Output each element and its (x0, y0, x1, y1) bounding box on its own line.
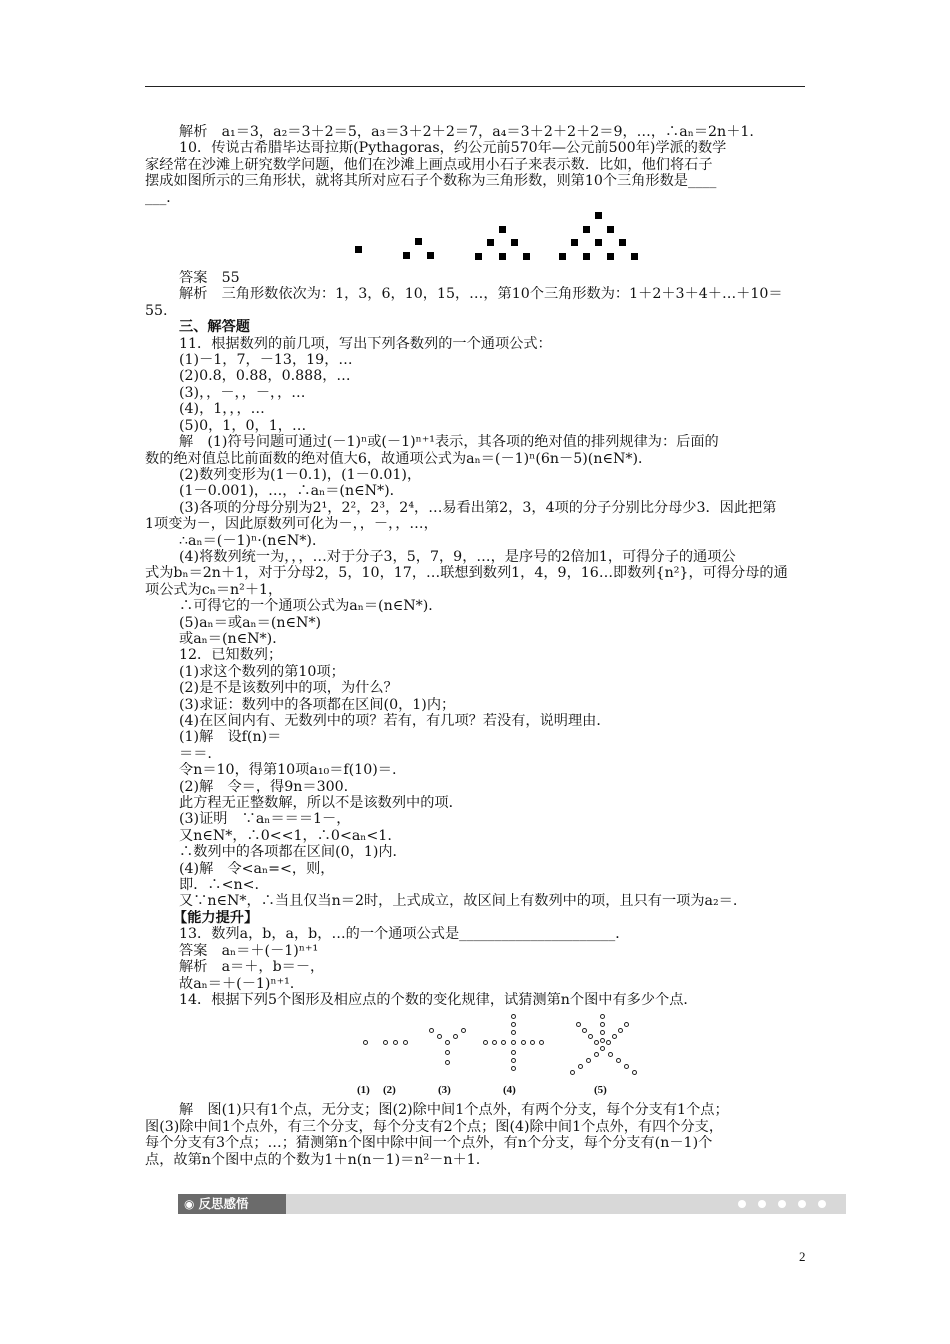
text-line: 解析 a＝＋，b＝－， (179, 959, 325, 976)
dot (600, 1014, 605, 1019)
text-line: 10．传说古希腊毕达哥拉斯(Pythagoras，约公元前570年—公元前500年)学派的数学 (179, 140, 727, 157)
text-line: (1)求这个数列的第10项； (179, 663, 345, 680)
decor-dot (758, 1200, 766, 1208)
text-line: (1)－1，7，－13，19，… (179, 352, 353, 369)
stone (427, 252, 434, 259)
text-line: 答案 aₙ＝＋(－1)ⁿ⁺¹ (179, 942, 319, 959)
dot (383, 1040, 388, 1045)
text-line: ＝＝. (179, 745, 212, 762)
dot (501, 1040, 506, 1045)
header-rule (145, 86, 805, 87)
figure-label: (3) (438, 1084, 451, 1097)
dot (403, 1040, 408, 1045)
stone (595, 239, 602, 246)
text-line: (2)是不是该数列中的项，为什么？ (179, 680, 398, 697)
text-line: 点，故第n个图中点的个数为1＋n(n－1)＝n²－n＋1. (145, 1151, 481, 1168)
section-title: 反思感悟 (198, 1196, 249, 1211)
text-line: 故aₙ＝＋(－1)ⁿ⁺¹. (179, 975, 295, 992)
text-line: 数的绝对值总比前面数的绝对值大6，故通项公式为aₙ＝(－1)ⁿ(6n－5)(n∈N*)． (145, 450, 653, 467)
stone (607, 253, 614, 260)
text-line: (3)，，－，，－，，… (179, 384, 306, 401)
dot (461, 1028, 466, 1033)
decor-dot (818, 1200, 826, 1208)
stone (595, 212, 602, 219)
dot (594, 1040, 599, 1045)
section-heading: 【能力提升】 (173, 909, 259, 926)
stone (511, 239, 518, 246)
text-line: 摆成如图所示的三角形状，就将其所对应石子个数称为三角形数，则第10个三角形数是____ (145, 173, 717, 190)
text-line: 项公式为cₙ＝n²＋1， (145, 581, 283, 598)
dot (600, 1046, 605, 1051)
dot (618, 1028, 623, 1033)
text-line: 13．数列a，b，a，b，…的一个通项公式是______________________． (179, 926, 630, 943)
text-line: 11．根据数列的前几项，写出下列各数列的一个通项公式： (179, 335, 552, 352)
dot (511, 1058, 516, 1063)
text-line: 解析 a₁＝3，a₂＝3＋2＝5，a₃＝3＋2＋2＝7，a₄＝3＋2＋2＋2＝9，…，∴aₙ＝2n＋1. (179, 124, 754, 140)
dot (582, 1028, 587, 1033)
figure-label: (2) (383, 1084, 396, 1097)
stone (403, 252, 410, 259)
text-line: (2)0.8，0.88，0.888，… (179, 368, 351, 385)
target-icon: ◉ (184, 1197, 195, 1211)
stone (487, 239, 494, 246)
stone (559, 253, 566, 260)
dot (588, 1034, 593, 1039)
text-line: 1项变为－，因此原数列可化为－，，－，，…， (145, 516, 438, 533)
decor-dot (778, 1200, 786, 1208)
text-line: 家经常在沙滩上研究数学问题，他们在沙滩上画点或用小石子来表示数．比如，他们将石子 (145, 156, 713, 173)
q14-solution (145, 1102, 810, 1168)
stone (523, 253, 530, 260)
text-line: 55. (145, 302, 168, 319)
text-line: 答案 55 (179, 270, 240, 287)
stone (583, 226, 590, 233)
dot (576, 1022, 581, 1027)
dot (600, 1038, 605, 1043)
dot (539, 1040, 544, 1045)
text-line: 即．∴<n<. (179, 877, 259, 894)
answers-block (145, 270, 810, 1008)
dot (608, 1052, 613, 1057)
dot (429, 1028, 434, 1033)
text-line: (2)解 令＝，得9n＝300. (179, 778, 349, 795)
q10-block (145, 124, 810, 206)
stone (583, 253, 590, 260)
text-line: (3)各项的分母分别为2¹，2²，2³，2⁴，…易看出第2，3，4项的分子分别比分母少3．因此把第 (179, 499, 777, 516)
text-line: 14．根据下列5个图形及相应点的个数的变化规律，试猜测第n个图中有多少个点． (179, 991, 698, 1008)
decor-dot (738, 1200, 746, 1208)
dot (606, 1040, 611, 1045)
dot (624, 1064, 629, 1069)
text-line: ∴数列中的各项都在区间(0，1)内． (179, 844, 407, 861)
dot (511, 1066, 516, 1071)
dot (483, 1040, 488, 1045)
reflection-section-bar (178, 1194, 846, 1214)
dot (612, 1034, 617, 1039)
dot (586, 1058, 591, 1063)
dot (453, 1034, 458, 1039)
text-line: (2)数列变形为(1－0.1)，(1－0.01)， (179, 466, 422, 483)
text-line: 令n＝10，得第10项a₁₀＝f(10)＝. (179, 762, 397, 779)
text-line: 此方程无正整数解，所以不是该数列中的项． (179, 795, 463, 812)
text-line: (4)，1，，，… (179, 401, 265, 418)
dot (511, 1022, 516, 1027)
stone (415, 238, 422, 245)
stone (619, 239, 626, 246)
text-line: 又n∈N*，∴0<<1，∴0<aₙ<1. (179, 827, 392, 844)
text-line: 图(3)除中间1个点外，有三个分支，每个分支有2个点；图(4)除中间1个点外，有四个分支， (145, 1118, 724, 1135)
dot (511, 1030, 516, 1035)
text-line: ___． (145, 189, 181, 206)
text-line: 或aₙ＝(n∈N*)． (179, 630, 287, 647)
page-number: 2 (799, 1249, 806, 1264)
text-line: 解 图(1)只有1个点，无分支；图(2)除中间1个点外，有两个分支，每个分支有1个点； (179, 1102, 729, 1119)
dot (511, 1040, 516, 1045)
stone (631, 253, 638, 260)
dot (445, 1040, 450, 1045)
text-line: 解析 三角形数依次为：1，3，6，10，15，…，第10个三角形数为：1＋2＋3＋4＋…＋10＝ (179, 286, 783, 303)
dot (445, 1060, 450, 1065)
dot (600, 1022, 605, 1027)
text-line: 12．已知数列； (179, 647, 283, 664)
text-line: ∴aₙ＝(－1)ⁿ·(n∈N*)． (179, 532, 327, 549)
stone (607, 226, 614, 233)
section-heading: 三、解答题 (179, 319, 250, 336)
triangle-numbers-figure (145, 206, 810, 270)
text-line: (3)求证：数列中的各项都在区间(0，1)内； (179, 696, 456, 713)
text-line: ∴可得它的一个通项公式为aₙ＝(n∈N*)． (179, 598, 443, 615)
page-content (145, 124, 810, 1168)
dot (511, 1050, 516, 1055)
dot-pattern-figure (145, 1008, 810, 1102)
text-line: (1)解 设f(n)＝ (179, 729, 282, 746)
stone (571, 239, 578, 246)
text-line: (4)将数列统一为，，，…对于分子3，5，7，9，…，是序号的2倍加1，可得分子的通项公 (179, 548, 736, 565)
dot (570, 1070, 575, 1075)
figure-label: (5) (594, 1084, 607, 1097)
section-tag (178, 1194, 286, 1214)
text-line: 解 (1)符号问题可通过(－1)ⁿ或(－1)ⁿ⁺¹表示，其各项的绝对值的排列规律为：后面的 (179, 434, 719, 451)
text-line: (4)在区间内有、无数列中的项？若有，有几项？若没有，说明理由． (179, 713, 611, 729)
text-line: 每个分支有3个点；…；猜测第n个图中除中间一个点外，有n个分支，每个分支有(n－1)个 (145, 1135, 713, 1152)
text-line: 又∵n∈N*，∴当且仅当n＝2时，上式成立，故区间上有数列中的项，且只有一项为a₂＝. (179, 893, 738, 910)
stone (475, 253, 482, 260)
dot (492, 1040, 497, 1045)
stone (355, 246, 362, 253)
dot (363, 1040, 368, 1045)
stone (499, 226, 506, 233)
dot (600, 1030, 605, 1035)
dot (624, 1022, 629, 1027)
dot (632, 1070, 637, 1075)
dot (445, 1050, 450, 1055)
dot (393, 1040, 398, 1045)
dot (530, 1040, 535, 1045)
dot (594, 1052, 599, 1057)
text-line: (5)aₙ＝或aₙ＝(n∈N*) (179, 614, 322, 631)
text-line: (3)证明 ∵aₙ＝＝＝1－， (179, 811, 351, 828)
figure-label: (4) (503, 1084, 516, 1097)
text-line: (5)0，1，0，1，… (179, 417, 307, 434)
figure-label: (1) (357, 1084, 370, 1097)
dot (616, 1058, 621, 1063)
decor-dot (798, 1200, 806, 1208)
text-line: (1－0.001)，…，∴aₙ＝(n∈N*)． (179, 483, 404, 500)
dot (437, 1034, 442, 1039)
dot (521, 1040, 526, 1045)
text-line: 式为bₙ＝2n＋1，对于分母2，5，10，17，…联想到数列1，4，9，16…即数列{n²}，可得分母的通 (145, 565, 788, 582)
text-line: (4)解 令<aₙ=<，则， (179, 860, 335, 877)
stone (499, 253, 506, 260)
dot (511, 1014, 516, 1019)
dot (578, 1064, 583, 1069)
